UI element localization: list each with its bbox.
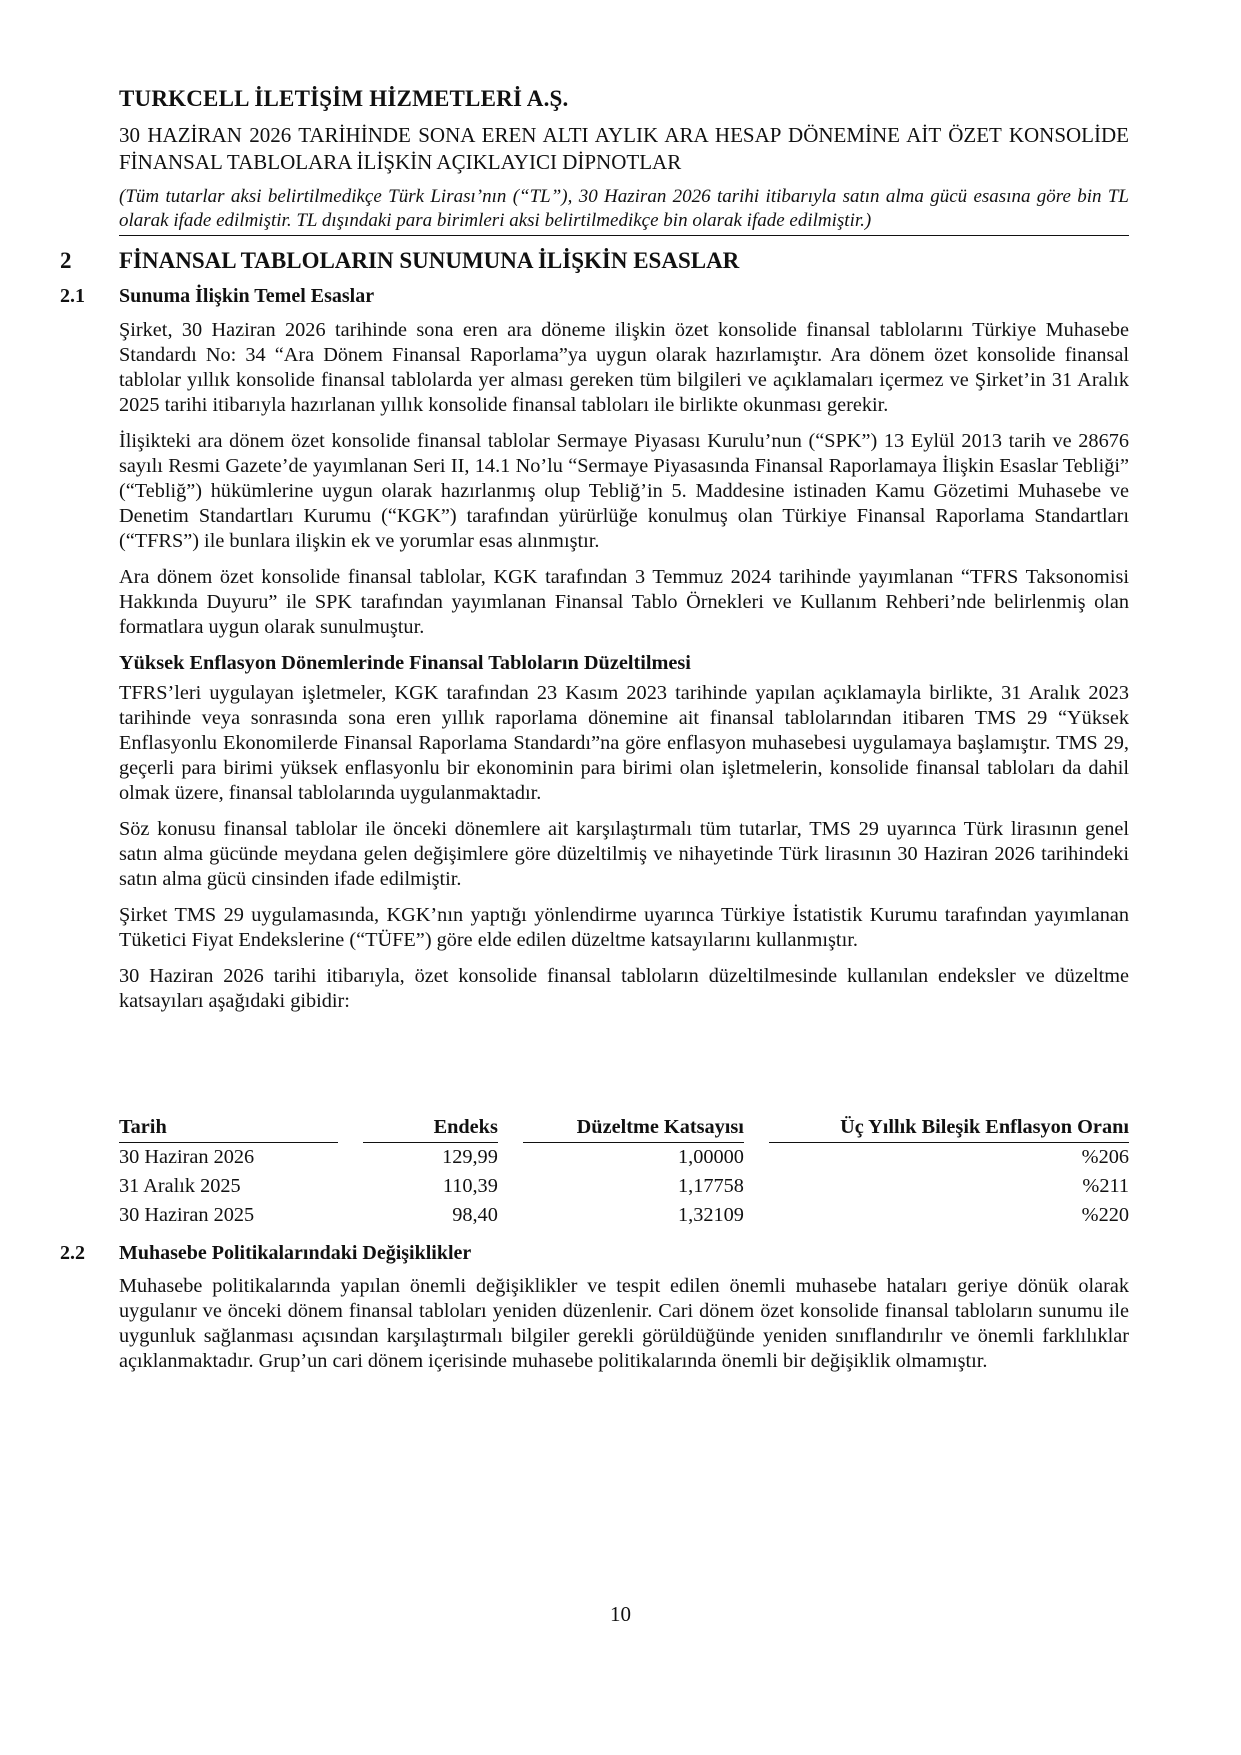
cell-inflation-rate: %211: [1082, 1175, 1129, 1197]
section-2-2-body: [119, 1274, 1129, 1385]
cell-index: 129,99: [442, 1146, 498, 1168]
section-2-1-number: 2.1: [60, 285, 85, 307]
paragraph: İlişikteki ara dönem özet konsolide finansal tablolar Sermaye Piyasası Kurulu’nun (“SPK”) 13 Eylül 2013 tarih ve 28676 sayılı Resmi Gazete’de yayımlanan Seri II, 14.1 No’lu “Sermaye Piyasasında Finansal Raporlamaya İlişkin Esaslar Tebliği” (“Tebliğ”) hükümlerine uygun olarak hazırlanmış olup Tebliğ’in 5. Maddesine istinaden Kamu Gözetimi Muhasebe ve Denetim Standartları Kurumu (“KGK”) tarafından yürürlüğe konulmuş olan Türkiye Finansal Raporlama Standartları (“TFRS”) ile bunlara ilişkin ek ve yorumlar esas alınmıştır.: [119, 430, 1129, 552]
cell-coefficient: 1,00000: [678, 1146, 744, 1168]
table-row: [119, 1143, 1129, 1172]
paragraph: Ara dönem özet konsolide finansal tablolar, KGK tarafından 3 Temmuz 2024 tarihinde yayımlanan “TFRS Taksonomisi Hakkında Duyuru” ile SPK tarafından yayımlanan Finansal Tablo Örnekleri ve Kullanım Rehberi’nde belirlenmiş olan formatlara uygun olarak sunulmuştur.: [119, 566, 1129, 638]
inflation-subheading: Yüksek Enflasyon Dönemlerinde Finansal Tabloların Düzeltilmesi: [119, 652, 691, 674]
page-number: 10: [610, 1602, 631, 1626]
section-2-title: FİNANSAL TABLOLARIN SUNUMUNA İLİŞKİN ESASLAR: [119, 248, 740, 273]
table-row: [119, 1172, 1129, 1201]
column-header-date: Tarih: [119, 1114, 338, 1143]
paragraph: Muhasebe politikalarında yapılan önemli değişiklikler ve tespit edilen önemli muhasebe hataları geriye dönük olarak uygulanır ve önceki dönem finansal tabloları yeniden düzenlenir. Cari dönem özet konsolide finansal tabloların sunumu ile uygunluk sağlanması açısından karşılaştırmalı bilgiler gerekli görüldüğünde yeniden sınıflandırılır ve önemli farklılıklar açıklanmaktadır. Grup’un cari dönem içerisinde muhasebe politikalarında önemli bir değişiklik olmamıştır.: [119, 1275, 1129, 1372]
cell-coefficient: 1,17758: [678, 1175, 744, 1197]
section-2-2-number: 2.2: [60, 1242, 85, 1264]
cell-index: 110,39: [442, 1175, 498, 1197]
cell-date: 30 Haziran 2025: [119, 1204, 255, 1226]
column-header-index: Endeks: [363, 1114, 498, 1143]
paragraph: 30 Haziran 2026 tarihi itibarıyla, özet konsolide finansal tabloların düzeltilmesinde kullanılan endeksler ve düzeltme katsayıları aşağıdaki gibidir:: [119, 965, 1129, 1012]
cell-date: 30 Haziran 2026: [119, 1146, 255, 1168]
cell-coefficient: 1,32109: [678, 1204, 744, 1226]
paragraph: Şirket TMS 29 uygulamasında, KGK’nın yaptığı yönlendirme uyarınca Türkiye İstatistik Kurumu tarafından yayımlanan Tüketici Fiyat Endekslerine (“TÜFE”) göre elde edilen düzeltme katsayılarını kullanmıştır.: [119, 904, 1129, 951]
header-divider: [119, 235, 1129, 236]
cell-inflation-rate: %206: [1081, 1146, 1129, 1168]
currency-note: (Tüm tutarlar aksi belirtilmedikçe Türk Lirası’nın (“TL”), 30 Haziran 2026 tarihi itibarıyla satın alma gücü esasına göre bin TL olarak ifade edilmiştir. TL dışındaki para birimleri aksi belirtilmedikçe bin olarak ifade edilmiştir.): [119, 186, 1129, 231]
column-header-coefficient: Düzeltme Katsayısı: [523, 1114, 744, 1143]
paragraph: Şirket, 30 Haziran 2026 tarihinde sona eren ara döneme ilişkin özet konsolide finansal tablolarını Türkiye Muhasebe Standardı No: 34 “Ara Dönem Finansal Raporlama”ya uygun olarak hazırlamıştır. Ara dönem özet konsolide finansal tablolar yıllık konsolide finansal tablolarda yer alması gereken tüm bilgileri ve açıklamaları içermez ve Şirket’in 31 Aralık 2025 tarihi itibarıyla hazırlanan yıllık konsolide finansal tabloları ile birlikte okunması gerekir.: [119, 319, 1129, 416]
report-subtitle: 30 HAZİRAN 2026 TARİHİNDE SONA EREN ALTI AYLIK ARA HESAP DÖNEMİNE AİT ÖZET KONSOLİDE FİNANSAL TABLOLARA İLİŞKİN AÇIKLAYICI DİPNOTLAR: [119, 123, 1129, 174]
section-2-1-title: Sunuma İlişkin Temel Esaslar: [119, 285, 375, 307]
inflation-index-table: [119, 1114, 1129, 1230]
cell-index: 98,40: [452, 1204, 498, 1226]
column-header-inflation-rate: Üç Yıllık Bileşik Enflasyon Oranı: [769, 1114, 1129, 1143]
company-name: TURKCELL İLETİŞİM HİZMETLERİ A.Ş.: [119, 86, 569, 111]
section-2-1-body: [119, 318, 1129, 1025]
cell-date: 31 Aralık 2025: [119, 1175, 241, 1197]
cell-inflation-rate: %220: [1081, 1204, 1129, 1226]
table-row: [119, 1201, 1129, 1230]
section-2-number: 2: [60, 248, 72, 273]
table-header-row: [119, 1114, 1129, 1143]
paragraph: TFRS’leri uygulayan işletmeler, KGK tarafından 23 Kasım 2023 tarihinde yapılan açıklamayla birlikte, 31 Aralık 2023 tarihinde veya sonrasında sona eren yıllık raporlama dönemine ait finansal tablolarından itibaren TMS 29 “Yüksek Enflasyonlu Ekonomilerde Finansal Raporlama Standardı”na göre enflasyon muhasebesi uygulamaya başlamıştır. TMS 29, geçerli para birimi yüksek enflasyonlu bir ekonominin para birimi olan işletmelerin, konsolide finansal tabloları da dahil olmak üzere, finansal tablolarında uygulanmaktadır.: [119, 682, 1129, 804]
section-2-2-title: Muhasebe Politikalarındaki Değişiklikler: [119, 1242, 472, 1264]
paragraph: Söz konusu finansal tablolar ile önceki dönemlere ait karşılaştırmalı tüm tutarlar, TMS 29 uyarınca Türk lirasının genel satın alma gücünde meydana gelen değişimlere göre düzeltilmiş ve nihayetinde Türk lirasının 30 Haziran 2026 tarihindeki satın alma gücü cinsinden ifade edilmiştir.: [119, 818, 1129, 890]
